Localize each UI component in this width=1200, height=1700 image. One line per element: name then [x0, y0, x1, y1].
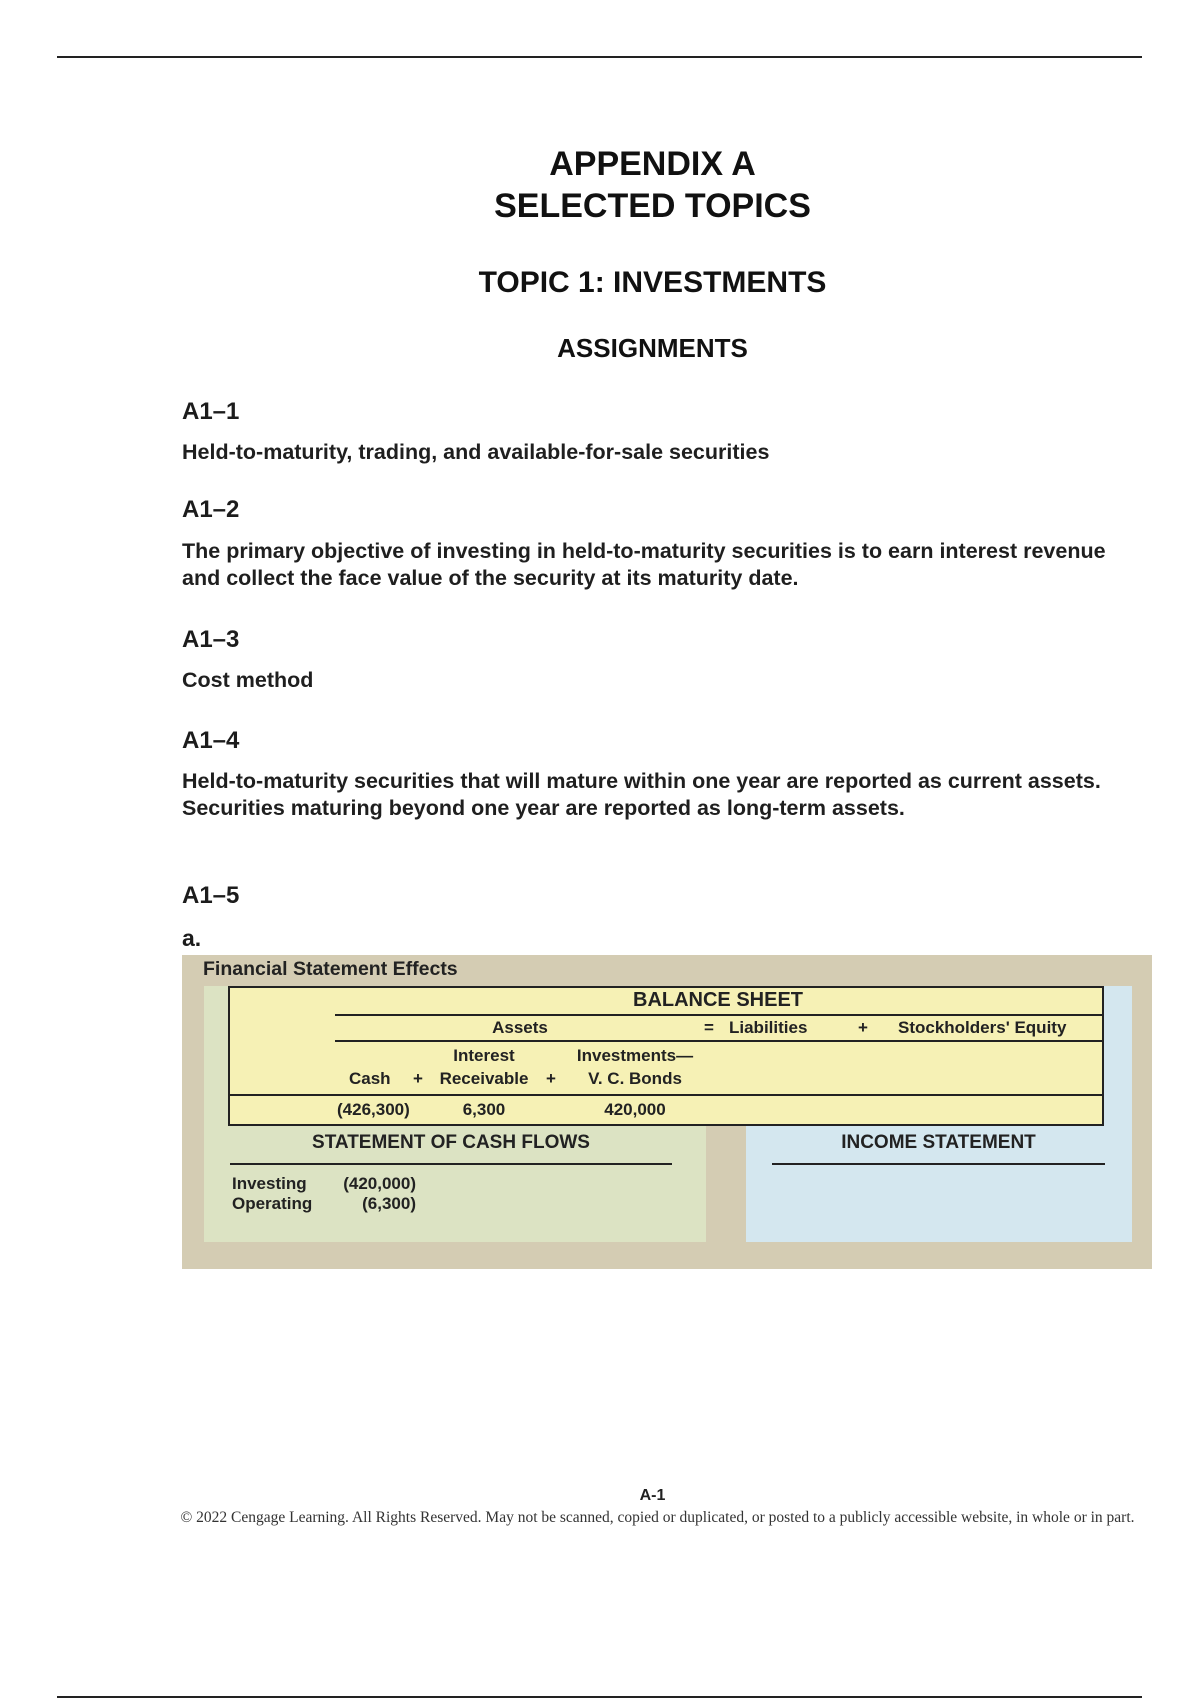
- plus-sign-2: +: [546, 1069, 556, 1088]
- section-label-a1-4: A1–4: [182, 727, 240, 754]
- values-rule: [228, 1094, 1104, 1096]
- plus-sign-1: +: [413, 1069, 423, 1088]
- assets-header: Assets: [492, 1018, 548, 1037]
- income-statement-rule: [772, 1163, 1105, 1165]
- investments-value: 420,000: [604, 1100, 666, 1119]
- section-text-a1-4: Held-to-maturity securities that will mature within one year are reported as current assets. Securities maturing beyond one year are reported as long-term assets.: [182, 769, 1101, 820]
- section-label-a1-1: A1–1: [182, 398, 240, 425]
- section-text-a1-2: The primary objective of investing in held-to-maturity securities is to earn interest revenue and collect the face value of the security at its maturity date.: [182, 539, 1106, 590]
- section-label-a1-5: A1–5: [182, 882, 240, 909]
- interest-header-line1: Interest: [453, 1046, 515, 1065]
- page-number: A-1: [639, 1487, 666, 1504]
- cash-flow-value-operating: (6,300): [362, 1194, 416, 1213]
- liabilities-header: Liabilities: [729, 1018, 808, 1037]
- bonds-header-line2: V. C. Bonds: [588, 1069, 682, 1088]
- top-rule: [57, 56, 1142, 58]
- balance-sheet-title: BALANCE SHEET: [633, 989, 804, 1011]
- section-text-a1-3: Cost method: [182, 668, 314, 692]
- balance-sheet-title-rule: [335, 1014, 1104, 1016]
- topic-title: TOPIC 1: INVESTMENTS: [478, 266, 827, 299]
- cash-flow-label-operating: Operating: [232, 1194, 313, 1213]
- fse-title: Financial Statement Effects: [203, 958, 458, 980]
- cash-value: (426,300): [337, 1100, 410, 1119]
- cash-header: Cash: [349, 1069, 391, 1088]
- investments-header-line1: Investments—: [576, 1046, 694, 1065]
- bottom-rule: [57, 1696, 1142, 1698]
- receivable-header-line2: Receivable: [439, 1069, 529, 1088]
- income-statement-title: INCOME STATEMENT: [841, 1132, 1036, 1153]
- assignments-heading: ASSIGNMENTS: [557, 333, 748, 363]
- copyright-notice: © 2022 Cengage Learning. All Rights Reserved. May not be scanned, copied or duplicated, or posted to a publicly accessible website, in whole or in part.: [180, 1509, 1135, 1526]
- section-label-a1-3: A1–3: [182, 626, 240, 653]
- plus-sign: +: [858, 1018, 868, 1037]
- appendix-title: APPENDIX A: [549, 145, 756, 183]
- interest-receivable-value: 6,300: [462, 1100, 506, 1119]
- cash-flows-title: STATEMENT OF CASH FLOWS: [312, 1132, 590, 1153]
- cash-flows-rule: [230, 1163, 672, 1165]
- section-label-a1-2: A1–2: [182, 496, 240, 523]
- cash-flow-label-investing: Investing: [232, 1174, 307, 1193]
- equity-header: Stockholders' Equity: [898, 1018, 1067, 1037]
- section-text-a1-1: Held-to-maturity, trading, and available-for-sale securities: [182, 440, 770, 464]
- cash-flow-value-investing: (420,000): [343, 1174, 416, 1193]
- appendix-subtitle: SELECTED TOPICS: [494, 187, 811, 225]
- part-a-label: a.: [182, 925, 202, 951]
- columns-rule: [335, 1040, 1104, 1042]
- equals-sign: =: [704, 1018, 714, 1037]
